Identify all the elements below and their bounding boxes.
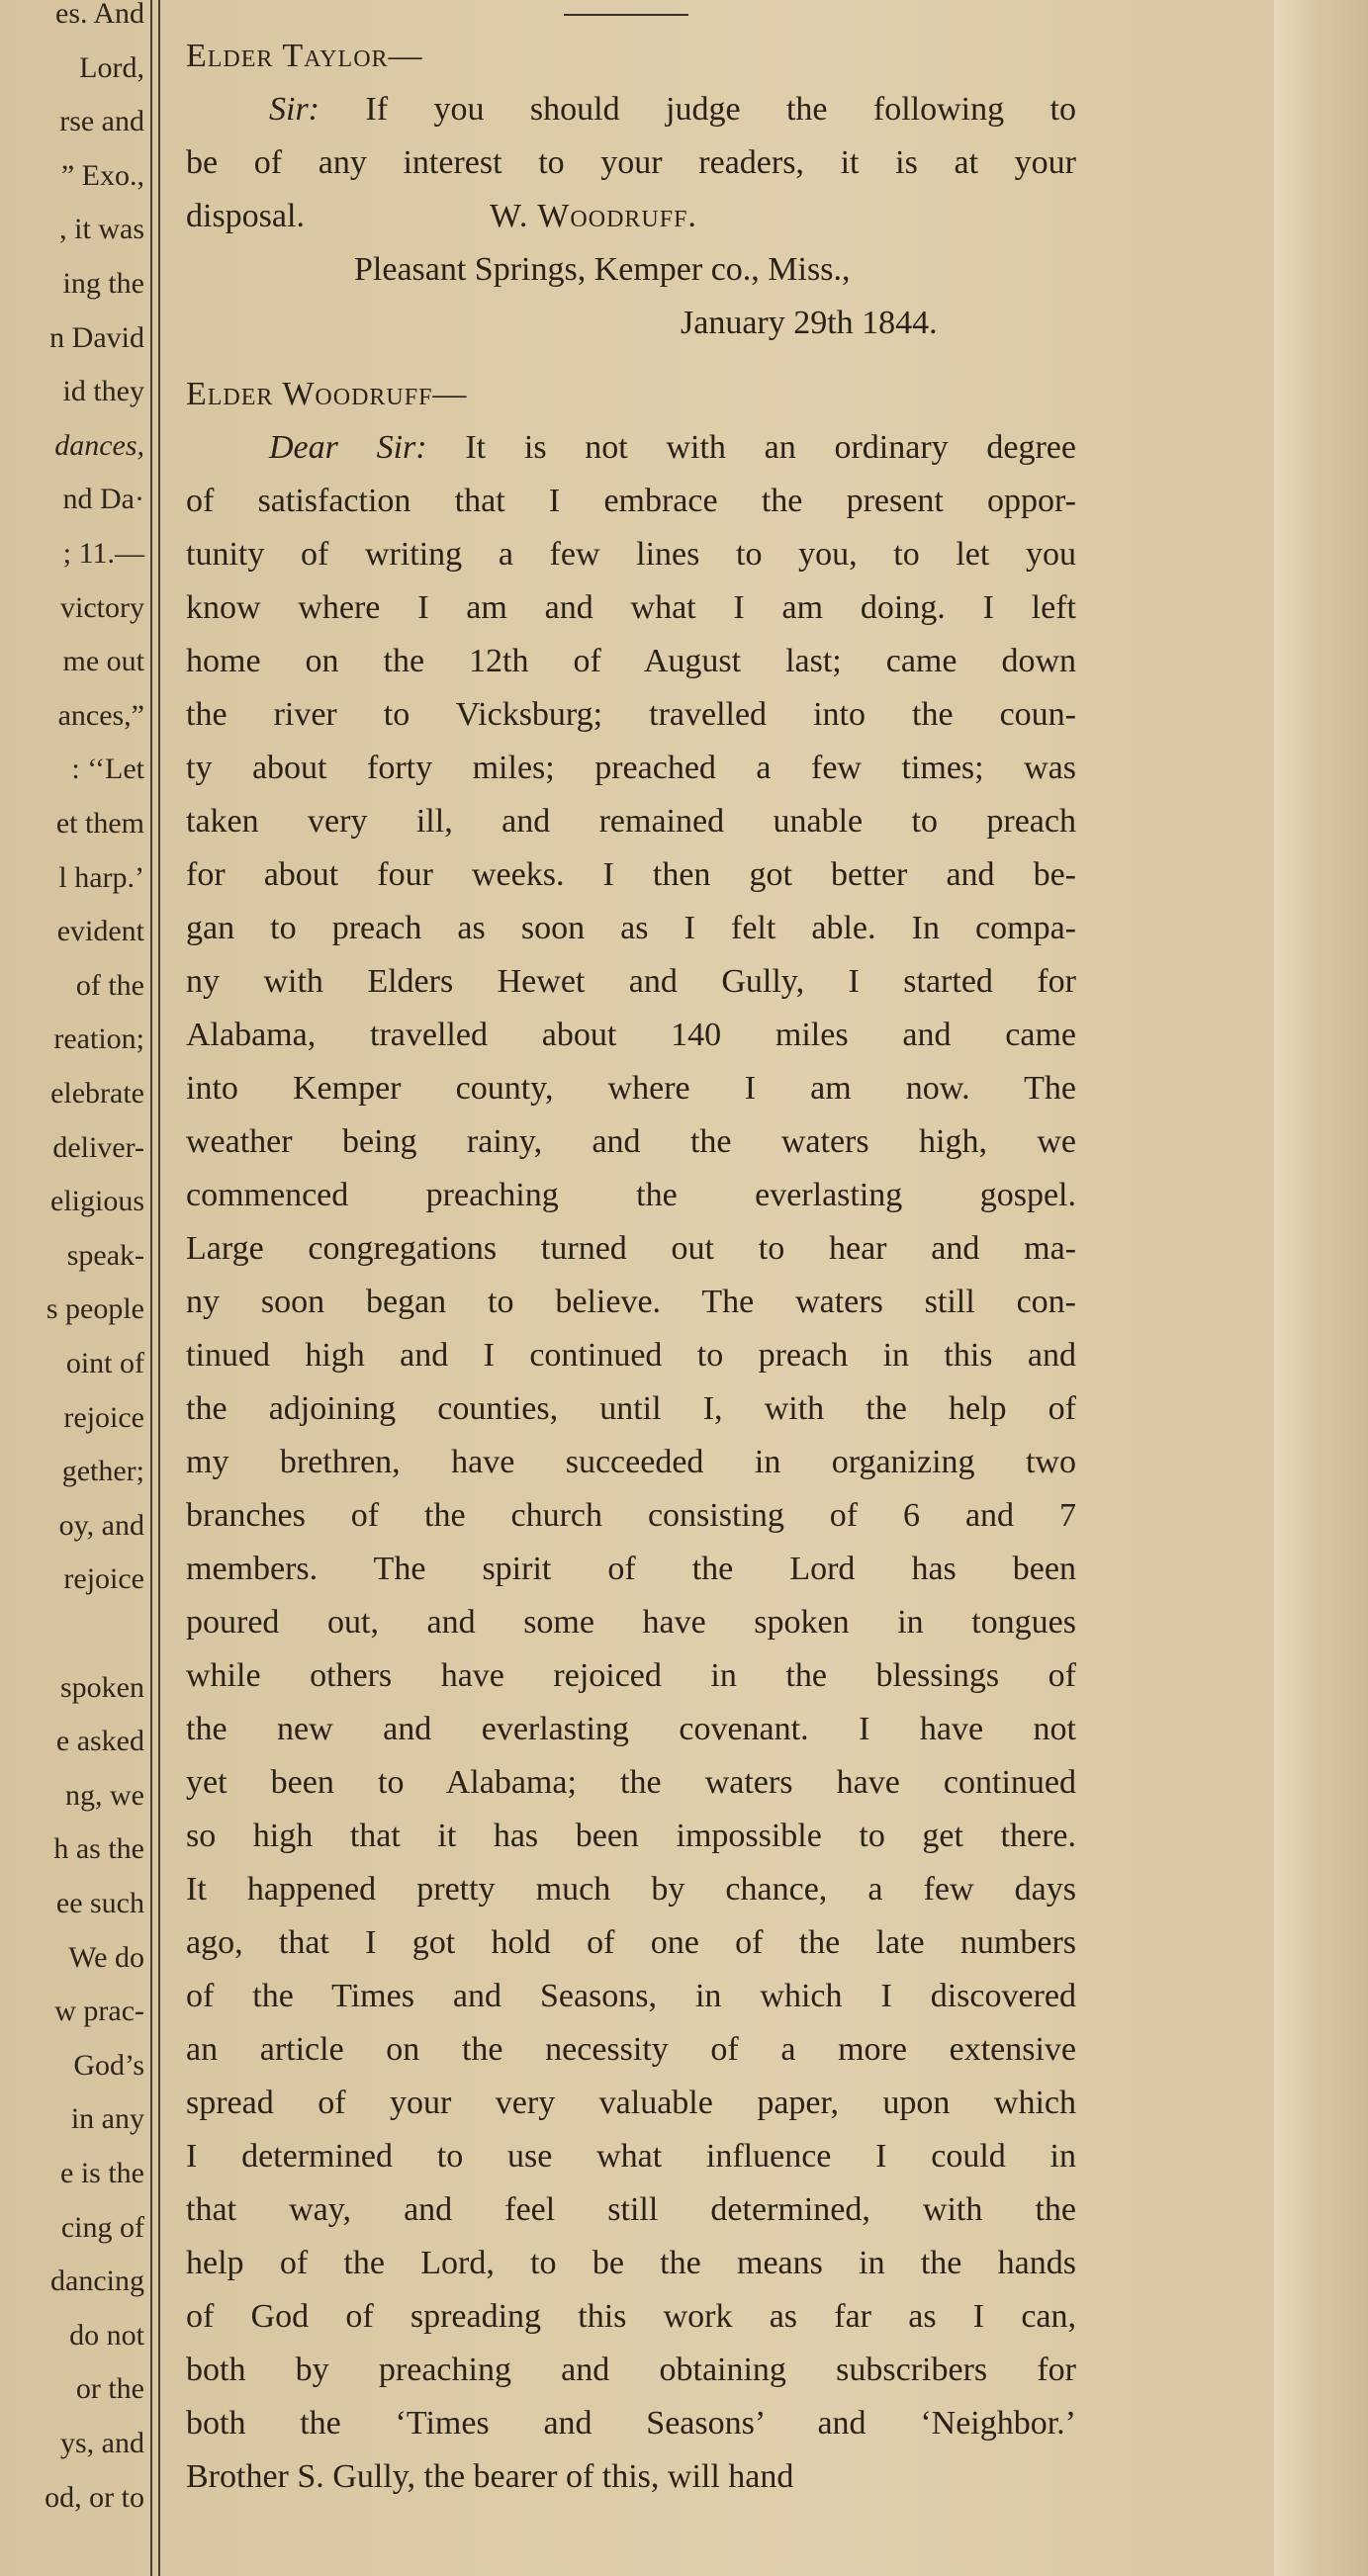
left-column-line: nd Da· xyxy=(62,483,144,516)
left-column-line: n David xyxy=(49,320,144,354)
left-column-line: evident xyxy=(56,915,144,948)
letter-body-line: that way, and feel still determined, with the xyxy=(186,2191,1076,2228)
letter-body-line: I determined to use what influence I could in xyxy=(186,2138,1076,2175)
column-rule-left-inner xyxy=(158,0,160,2576)
left-column-line: gether; xyxy=(61,1455,144,1488)
left-column-line: ys, and xyxy=(60,2427,144,2459)
left-column-line: es. And xyxy=(55,0,144,30)
left-column-line: We do xyxy=(68,1940,144,1974)
left-column-line: cing of xyxy=(60,2210,144,2244)
page-edge xyxy=(1274,0,1368,2576)
letter-body-line: Large congregations turned out to hear and ma- xyxy=(186,1230,1076,1267)
letter-body-line: so high that it has been impossible to get there. xyxy=(186,1818,1076,1854)
letter-body-line: know where I am and what I am doing. I left xyxy=(186,589,1076,626)
left-column-line: od, or to xyxy=(45,2480,144,2514)
letter-body-line: Brother S. Gully, the bearer of this, will hand xyxy=(186,2458,794,2495)
letter-column xyxy=(186,30,1076,2504)
left-column-line: oy, and xyxy=(58,1508,144,1542)
left-column-line: Lord, xyxy=(79,50,144,84)
letter-body-line: the adjoining counties, until I, with the help of xyxy=(186,1390,1076,1427)
intro-place: Pleasant Springs, Kemper co., Miss., xyxy=(354,251,851,288)
letter-body-line: for about four weeks. I then got better and be- xyxy=(186,856,1076,893)
left-column-line: ng, we xyxy=(65,1778,144,1812)
body-salutation: Elder Woodruff— xyxy=(186,376,468,412)
left-column-line: id they xyxy=(62,375,144,408)
left-column-line: of the xyxy=(75,968,144,1002)
intro-line: Sir: If you should judge the following to xyxy=(269,91,1076,128)
letter-body-line: of the Times and Seasons, in which I discovered xyxy=(186,1978,1076,2014)
letter-body-line: both by preaching and obtaining subscribers for xyxy=(186,2352,1076,2388)
letter-body-line: the new and everlasting covenant. I have not xyxy=(186,1711,1076,1747)
letter-body xyxy=(186,421,1076,2504)
letter-body-line: ny soon began to believe. The waters still con- xyxy=(186,1284,1076,1320)
intro-line: disposal. W. Woodruff. xyxy=(186,198,697,234)
intro-line: be of any interest to your readers, it is at your xyxy=(186,144,1076,181)
left-column-line: : ‘‘Let xyxy=(71,753,144,786)
letter-body-line: of satisfaction that I embrace the present oppor- xyxy=(186,483,1076,519)
left-column-line: s people xyxy=(46,1292,144,1326)
left-column-line: do not xyxy=(69,2318,144,2352)
letter-body-line: It happened pretty much by chance, a few days xyxy=(186,1871,1076,1908)
letter-body-line: ago, that I got hold of one of the late numbers xyxy=(186,1924,1076,1961)
left-column-line: me out xyxy=(62,645,144,678)
left-column-line: ; 11.— xyxy=(62,537,144,570)
letter-body-line: Alabama, travelled about 140 miles and came xyxy=(186,1017,1076,1053)
left-column-line: rejoice xyxy=(63,1562,144,1596)
left-column-line: speak- xyxy=(66,1238,144,1272)
left-column-line: or the xyxy=(75,2372,144,2406)
left-column-line: victory xyxy=(60,590,144,624)
letter-body-line: into Kemper county, where I am now. The xyxy=(186,1070,1076,1107)
letter-body-line: yet been to Alabama; the waters have continued xyxy=(186,1764,1076,1801)
letter-body-line: weather being rainy, and the waters high, we xyxy=(186,1123,1076,1160)
letter-body-line: ny with Elders Hewet and Gully, I started for xyxy=(186,963,1076,1000)
intro-date: January 29th 1844. xyxy=(681,305,938,341)
left-column-line: dances, xyxy=(54,428,144,462)
letter-body-line: taken very ill, and remained unable to preach xyxy=(186,803,1076,840)
letter-body-line: gan to preach as soon as I felt able. In compa- xyxy=(186,910,1076,946)
letter-body-line: tinued high and I continued to preach in this and xyxy=(186,1337,1076,1374)
left-column-line: l harp.’ xyxy=(58,860,144,894)
left-column-line: et them xyxy=(55,807,144,840)
letter-body-line: help of the Lord, to be the means in the hands xyxy=(186,2245,1076,2281)
left-column-line: rse and xyxy=(59,105,144,138)
left-column-line: spoken xyxy=(60,1670,144,1704)
left-column-line: ” Exo., xyxy=(60,158,144,192)
letter-body-line: both the ‘Times and Seasons’ and ‘Neighbor.’ xyxy=(186,2405,1076,2442)
letter-body-line: commenced preaching the everlasting gospel. xyxy=(186,1177,1076,1213)
left-column-line: dancing xyxy=(50,2265,144,2298)
left-column-fragment xyxy=(0,0,150,2576)
left-column-line: eligious xyxy=(50,1185,144,1218)
letter-body-line: branches of the church consisting of 6 and 7 xyxy=(186,1497,1076,1534)
letter-body-line: home on the 12th of August last; came down xyxy=(186,643,1076,679)
letter-body-line: of God of spreading this work as far as I can, xyxy=(186,2298,1076,2335)
letter-body-line: an article on the necessity of a more extensive xyxy=(186,2031,1076,2068)
left-column-line: elebrate xyxy=(50,1077,144,1110)
left-column-line: deliver- xyxy=(52,1130,144,1164)
letter-body-line: members. The spirit of the Lord has been xyxy=(186,1551,1076,1587)
left-column-line: , it was xyxy=(59,213,144,246)
letter-body-line: spread of your very valuable paper, upon which xyxy=(186,2085,1076,2121)
letter-body-line: poured out, and some have spoken in tongues xyxy=(186,1604,1076,1641)
letter-body-line: while others have rejoiced in the blessings of xyxy=(186,1657,1076,1694)
letter-body-line: tunity of writing a few lines to you, to let you xyxy=(186,536,1076,573)
left-column-line: oint of xyxy=(65,1347,144,1379)
left-column-line: e is the xyxy=(60,2157,144,2189)
intro-salutation: Elder Taylor— xyxy=(186,38,423,74)
left-column-line: reation; xyxy=(53,1022,144,1056)
section-divider xyxy=(564,14,688,16)
left-column-line: ing the xyxy=(62,267,144,300)
letter-body-line: the river to Vicksburg; travelled into the coun- xyxy=(186,696,1076,733)
letter-body-line: my brethren, have succeeded in organizing two xyxy=(186,1444,1076,1480)
left-column-line: ee such xyxy=(55,1887,144,1919)
left-column-line: in any xyxy=(70,2102,144,2136)
left-column-line: ances,” xyxy=(57,698,144,732)
left-column-line: e asked xyxy=(55,1725,144,1758)
left-column-line: rejoice xyxy=(63,1400,144,1434)
left-column-line: w prac- xyxy=(54,1995,144,2028)
left-column-line: h as the xyxy=(53,1832,144,1866)
letter-body-line: Dear Sir: It is not with an ordinary degree xyxy=(269,429,1076,466)
column-rule-left xyxy=(150,0,152,2576)
left-column-line: God’s xyxy=(73,2048,144,2082)
letter-body-line: ty about forty miles; preached a few times; was xyxy=(186,750,1076,786)
